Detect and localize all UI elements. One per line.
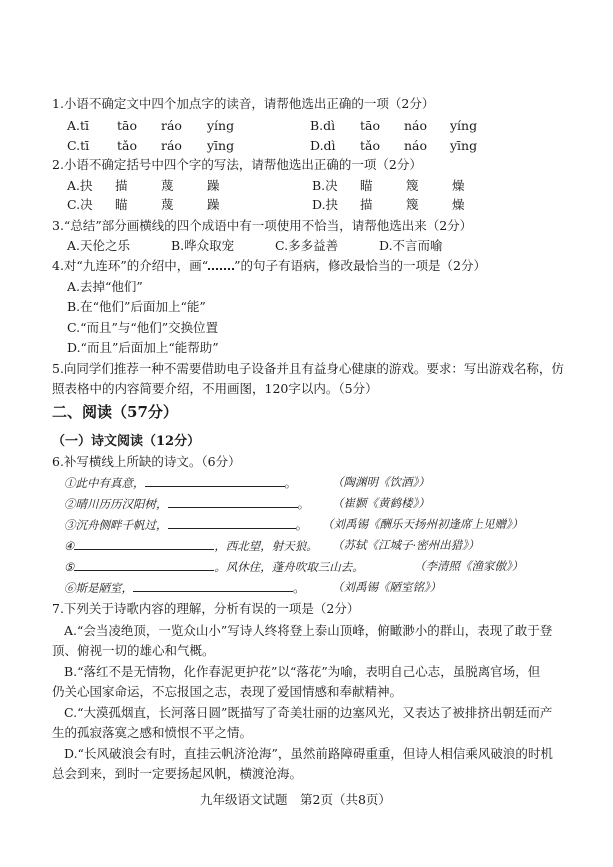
q4-stem-pre: 4.对“九连环”的介绍中，画“ [52, 258, 209, 273]
q6-item-1-source: （陶渊明《饮酒》） [332, 475, 430, 489]
q7-option-c-line-1[interactable]: C.“大漠孤烟直，长河落日圆”既描写了奇美壮丽的边塞风光，又表达了被排挤出朝廷而产 [64, 705, 553, 720]
q2-c-4: 躁 [207, 197, 220, 212]
q4-stem-post: ”的句子有语病，修改最恰当的一项是（2分） [234, 258, 486, 273]
q1-option-a[interactable] [67, 118, 234, 134]
q2-option-a[interactable] [67, 178, 220, 194]
q6-item-6-post: 。 [293, 580, 306, 595]
q6-item-6-pre: ⑥斯是陋室， [64, 581, 133, 595]
q4-option-a[interactable]: A.去掉“他们” [67, 279, 143, 294]
q1-b-2: tāo [360, 118, 381, 133]
q2-c-1: C.决 [67, 197, 93, 212]
q6-item-4-source: （苏轼《江城子·密州出猎》） [332, 538, 480, 552]
q1-option-c[interactable] [67, 138, 234, 154]
q3-option-b[interactable]: B.哗众取宠 [171, 238, 235, 253]
q2-b-1: B.决 [312, 178, 338, 193]
q6-item-3 [64, 516, 308, 533]
q7-option-b-line-2: 仍关心国家命运，不忘报国之志，表现了爱国情感和奉献精神。 [52, 684, 403, 699]
q7-stem: 7.下列关于诗歌内容的理解，分析有误的一项是（2分） [52, 601, 360, 616]
q1-stem: 1.小语不确定文中四个加点字的读音，请帮他选出正确的一项（2分） [52, 96, 435, 111]
q2-a-4: 躁 [207, 178, 220, 193]
q3-stem: 3.“总结”部分画横线的四个成语中有一项使用不恰当，请帮他选出来（2分） [52, 218, 473, 233]
q6-item-4-blank[interactable] [74, 537, 214, 550]
q6-item-3-pre: ③沉舟侧畔千帆过， [64, 518, 168, 532]
q6-item-1 [64, 474, 297, 491]
q1-c-2: tǎo [117, 138, 138, 153]
q6-item-1-post: 。 [284, 475, 298, 490]
q1-b-4: yíng [450, 118, 478, 133]
q6-item-2-source: （崔颢《黄鹤楼》） [332, 496, 430, 510]
q1-d-1: D.dì [310, 138, 336, 153]
q6-item-5-source: （李清照《渔家傲》） [414, 559, 524, 573]
q4-option-d[interactable]: D.“而且”后面加上“能帮助” [67, 340, 219, 355]
q6-item-5-pre: ⑤ [64, 560, 75, 574]
q6-stem: 6.补写横线上所缺的诗文。（6分） [52, 454, 241, 469]
q4-stem [52, 258, 486, 274]
q2-d-1: D.抉 [312, 197, 339, 212]
q6-item-5 [64, 558, 364, 575]
q6-item-3-source: （刘禹锡《酬乐天扬州初逢席上见赠》） [322, 517, 524, 531]
q2-b-4: 燥 [452, 178, 465, 193]
q1-c-1: C.tī [67, 138, 90, 153]
q1-d-3: náo [404, 138, 428, 153]
q6-item-5-post: 。风休住，蓬舟吹取三山去。 [214, 560, 364, 574]
q6-item-2 [64, 495, 310, 512]
q2-d-3: 篾 [406, 197, 419, 212]
q1-a-4: yíng [207, 118, 235, 133]
q2-a-1: A.抉 [67, 178, 93, 193]
q2-b-3: 篾 [406, 178, 419, 193]
subsection-heading-poetry: （一）诗文阅读（12分） [52, 434, 201, 449]
page-footer: 九年级语文试题 第2页（共8页） [200, 792, 391, 807]
q6-item-4-pre: ④ [64, 539, 75, 553]
q2-a-2: 描 [115, 178, 128, 193]
q3-options [67, 238, 443, 254]
q1-d-4: yīng [450, 138, 478, 153]
q7-option-d-line-1[interactable]: D.“长风破浪会有时，直挂云帆济沧海”，虽然前路障碍重重，但诗人相信乘风破浪的时机 [64, 746, 553, 761]
q6-item-3-blank[interactable] [168, 516, 296, 529]
q2-d-4: 燥 [452, 197, 465, 212]
q1-b-1: B.dì [310, 118, 336, 133]
q6-item-5-blank[interactable] [74, 558, 214, 571]
q7-option-d-line-2: 总会到来，到时一定要扬起风帆，横渡沧海。 [52, 766, 303, 781]
q6-item-4-post: ，西北望，射天狼。 [214, 539, 318, 553]
q2-a-3: 蔑 [161, 178, 174, 193]
q6-item-3-post: 。 [295, 517, 309, 532]
q6-item-2-post: 。 [297, 496, 311, 511]
q2-c-3: 蔑 [161, 197, 174, 212]
q2-stem: 2.小语不确定括号中四个字的写法，请帮他选出正确的一项（2分） [52, 157, 422, 172]
q3-option-c[interactable]: C.多多益善 [275, 238, 339, 253]
q6-item-6 [64, 579, 306, 596]
q7-option-a-line-1[interactable]: A.“会当凌绝顶，一览众山小”写诗人终将登上泰山顶峰，俯瞰渺小的群山，表现了敢于登 [64, 623, 553, 638]
wavy-underline-mark [208, 258, 234, 270]
q6-item-6-source: （刘禹锡《陋室铭》） [332, 580, 442, 594]
q1-option-b[interactable] [310, 118, 477, 134]
q6-item-1-pre: ①此中有真意， [64, 476, 145, 490]
q3-option-d[interactable]: D.不言而喻 [379, 238, 443, 253]
q2-option-d[interactable] [312, 197, 465, 213]
q1-option-d[interactable] [310, 138, 477, 154]
q7-option-c-line-2: 生的孤寂落寞之感和愤恨不平之情。 [52, 725, 253, 740]
q1-d-2: tǎo [360, 138, 381, 153]
q1-a-3: ráo [161, 118, 182, 133]
q2-option-b[interactable] [312, 178, 465, 194]
q1-b-3: náo [404, 118, 428, 133]
q2-option-c[interactable] [67, 197, 220, 213]
q7-option-a-line-2: 顶、俯视一切的雄心和气概。 [52, 643, 215, 658]
q2-d-2: 描 [360, 197, 373, 212]
q6-item-6-blank[interactable] [133, 579, 293, 592]
q6-item-2-blank[interactable] [168, 495, 298, 508]
q4-option-b[interactable]: B.在“他们”后面加上“能” [67, 299, 206, 314]
q6-item-2-pre: ②晴川历历汉阳树， [64, 497, 168, 511]
section-heading-reading: 二、阅读（57分） [52, 403, 178, 421]
q6-item-4 [64, 537, 318, 554]
q5-line-2: 照表格中的内容简要介绍，不用画图，120字以内。（5分） [52, 381, 378, 396]
q2-b-2: 瞄 [360, 178, 373, 193]
q3-option-a[interactable]: A.天伦之乐 [67, 238, 131, 253]
q1-c-3: ráo [161, 138, 182, 153]
q2-c-2: 瞄 [115, 197, 128, 212]
q6-item-1-blank[interactable] [145, 474, 285, 487]
q1-c-4: yīng [207, 138, 235, 153]
q1-a-1: A.tī [67, 118, 90, 133]
q5-line-1: 5.向同学们推荐一种不需要借助电子设备并且有益身心健康的游戏。要求：写出游戏名称，仿 [52, 361, 564, 376]
q1-a-2: tāo [117, 118, 138, 133]
q4-option-c[interactable]: C.“而且”与“他们”交换位置 [67, 320, 219, 335]
q7-option-b-line-1[interactable]: B.“落红不是无情物，化作春泥更护花”以“落花”为喻，表明自己心志，虽脱离官场，但 [64, 664, 541, 679]
